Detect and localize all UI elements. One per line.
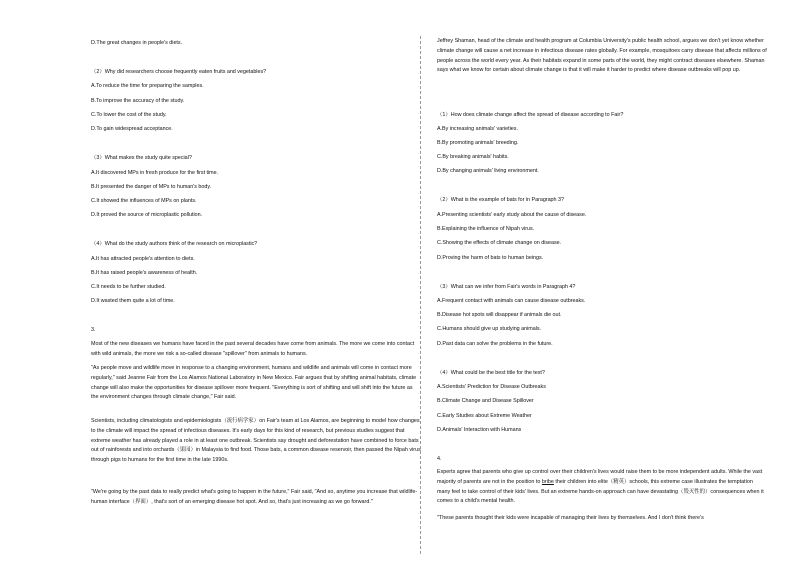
q1-option-d: D.The great changes in people's diets. (91, 40, 183, 46)
passage4-paragraph-2: "These parents thought their kids were incapable of managing their lives by themselves. And I don't think there's (437, 515, 704, 521)
r-q1-option-b: B.By promoting animals' breeding. (437, 140, 519, 146)
r-q1-option-a: A.By increasing animals' varieties. (437, 126, 518, 132)
section-number-4: 4. (437, 456, 442, 462)
r-q4-option-c: C.Early Studies about Extreme Weather (437, 413, 532, 419)
r-q3-stem: （3）What can we infer from Fair's words in Paragraph 4? (437, 284, 576, 290)
r-q1-stem: （1）How does climate change affect the spread of disease according to Fair? (437, 112, 624, 118)
q4-option-a: A.It has attracted people's attention to diets. (91, 256, 195, 262)
q2-option-b: B.To improve the accuracy of the study. (91, 98, 185, 104)
q4-option-d: D.It wasted them quite a lot of time. (91, 298, 175, 304)
r-q3-option-d: D.Past data can solve the problems in the future. (437, 341, 553, 347)
column-divider (420, 36, 421, 554)
r-q3-option-c: C.Humans should give up studying animals. (437, 326, 542, 332)
r-q2-option-d: D.Proving the harm of bats to human beings. (437, 255, 544, 261)
passage3-paragraph-1: Most of the new diseases we humans have faced in the past several decades have come from animals. The more we come into contact with wild animals, the more we risk a so-called disease "spillover" from animals to humans. (91, 341, 415, 357)
r-q4-option-d: D.Animals' Interaction with Humans (437, 427, 522, 433)
q2-option-a: A.To reduce the time for preparing the samples. (91, 83, 204, 89)
q2-option-d: D.To gain widespread acceptance. (91, 126, 173, 132)
q4-option-c: C.It needs to be further studied. (91, 284, 166, 290)
q3-option-d: D.It proved the source of microplastic pollution. (91, 212, 203, 218)
q4-option-b: B.It has raised people's awareness of health. (91, 270, 198, 276)
passage4-p1-text-start: Experts agree that parents who give up control over their children's lives would raise them to be more independent adults. While the vast majority of parents are not in the position to (437, 469, 763, 485)
r-q1-option-d: D.By changing animals' living environment. (437, 168, 539, 174)
r-q2-option-c: C.Showing the effects of climate change on disease. (437, 240, 562, 246)
r-q1-option-c: C.By breaking animals' habits. (437, 154, 509, 160)
r-q3-option-b: B.Disease hot spots will disappear if animals die out. (437, 312, 562, 318)
r-q2-option-b: B.Explaining the influence of Nipah virus. (437, 226, 535, 232)
underlined-word-bribe: bribe (541, 478, 554, 485)
passage3-paragraph-4: "We're going by the past data to really predict what's going to happen in the future," Fair said, "And so, anytime you increase that wildlife-human interface（界面）, that's sort of an emerging disease hot spot. And so, that's just increasing as we go forward." (91, 489, 418, 505)
passage3-paragraph-5: Jeffrey Shaman, head of the climate and health program at Columbia University's public health school, argues we don't yet know whether climate change will cause a net increase in infectious disease rates globally. For example, mosquitoes carry disease that affects millions of people across the world every year. As their habitats expand in some parts of the world, they might contract diseases elsewhere. Shaman says what we know for certain about climate change is that it will make it harder to predict where disease outbreaks will pop up. (437, 38, 767, 74)
passage3-paragraph-3: Scientists, including climatologists and epidemiologists（流行病学家）on Fair's team at Los Alamos, are beginning to model how changes to the climate will impact the spread of infectious diseases. It's early days for this kind of research, but previous studies suggest that extreme weather has already played a role in at least one outbreak. Scientists say drought and deforestation have combined to force bats out of rainforests and into orchards（果园）in Malaysia to find food. Those bats, a common disease reservoir, then passed the Nipah virus through pigs to humans for the first time in the late 1990s. (91, 418, 421, 464)
passage4-p1-text-end: their children into elite（精英）schools, this extreme case illustrates the temptation many feel to take control of their kids' lives. But an extreme hands-on approach can have devastating（毁灭性的）consequences when it comes to a child's mental health. (437, 478, 764, 505)
r-q4-option-a: A.Scientists' Prediction for Disease Outbreaks (437, 384, 546, 390)
passage3-paragraph-2: "As people move and wildlife move in response to a changing environment, humans and wildlife and animals will come in contact more regularly," said Jeanne Fair from the Los Alamos National Laboratory in New Mexico. Fair argues that by shifting animal habitats, climate change will also make the opportunities for disease spillover more frequent. "Everything is sort of shifting and will shift into the future as the environment changes through climate change," Fair said. (91, 365, 417, 401)
q3-stem: （3）What makes the study quite special? (91, 155, 192, 161)
q3-option-b: B.It presented the danger of MPs to human's body. (91, 184, 212, 190)
q3-option-c: C.It showed the influences of MPs on plants. (91, 198, 197, 204)
r-q4-option-b: B.Climate Change and Disease Spillover (437, 398, 534, 404)
q3-option-a: A.It discovered MPs in fresh produce for the first time. (91, 170, 219, 176)
q2-stem: （2）Why did researchers choose frequently eaten fruits and vegetables? (91, 69, 267, 75)
r-q3-option-a: A.Frequent contact with animals can cause disease outbreaks. (437, 298, 586, 304)
q2-option-c: C.To lower the cost of the study. (91, 112, 167, 118)
q4-stem: （4）What do the study authors think of the research on microplastic? (91, 241, 258, 247)
passage4-paragraph-1 (437, 468, 767, 507)
section-number-3: 3. (91, 327, 96, 333)
r-q2-option-a: A.Presenting scientists' early study about the cause of disease. (437, 212, 587, 218)
r-q4-stem: （4）What could be the best title for the text? (437, 370, 545, 376)
r-q2-stem: （2）What is the example of bats for in Paragraph 3? (437, 197, 564, 203)
